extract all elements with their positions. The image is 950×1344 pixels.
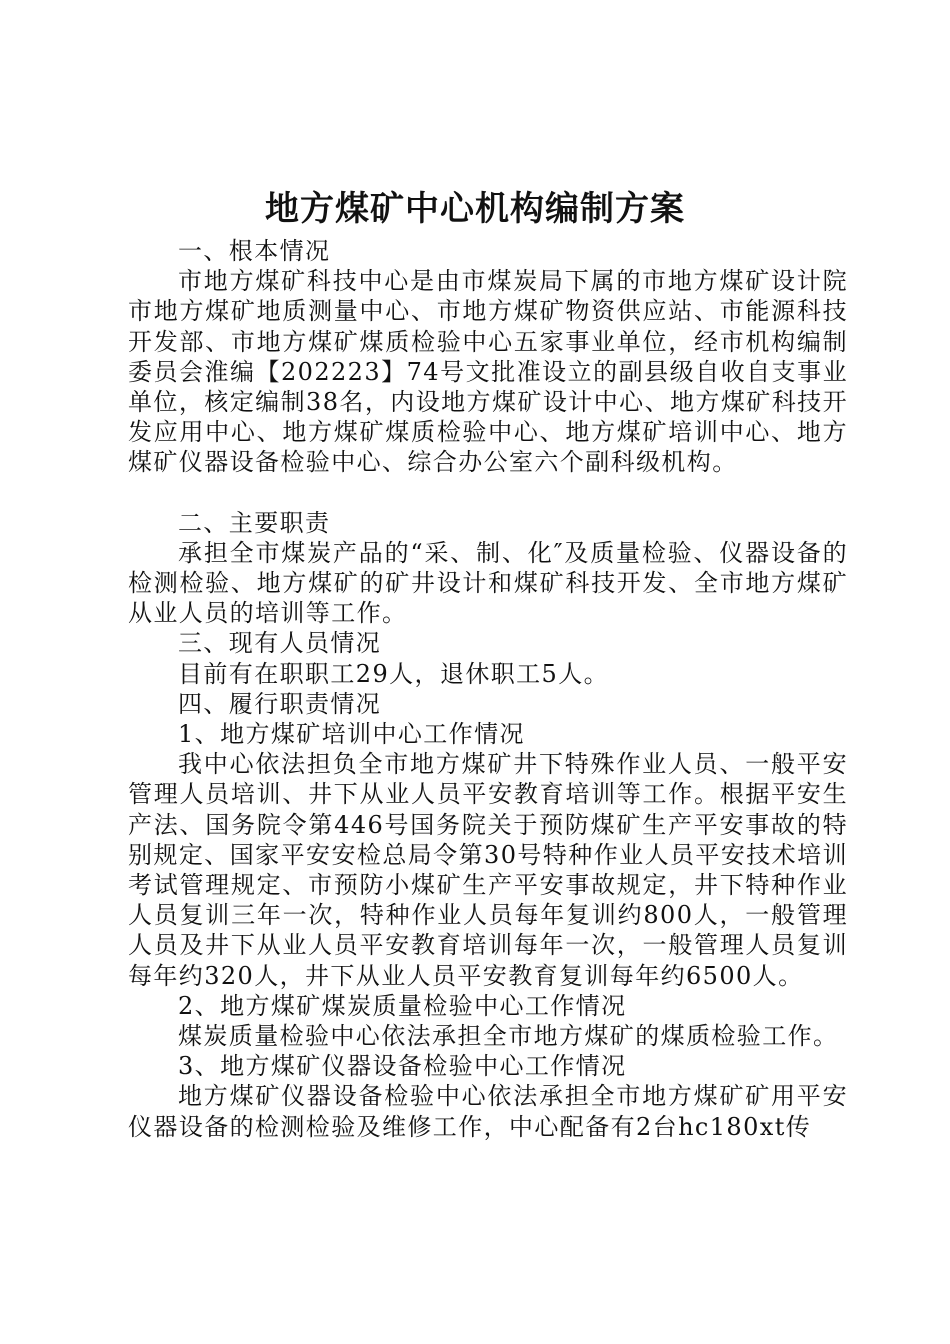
section-1-heading: 一、根本情况	[178, 237, 331, 265]
document-body	[128, 236, 848, 1142]
section-4-2-heading: 2、地方煤矿煤炭质量检验中心工作情况	[178, 991, 627, 1020]
section-2-paragraph: 承担全市煤炭产品的“采、制、化″及质量检验、仪器设备的检测检验、地方煤矿的矿井设计和煤矿科技开发、全市地方煤矿从业人员的培训等工作。	[128, 538, 848, 628]
paragraph-gap	[128, 478, 848, 508]
section-1-paragraph: 市地方煤矿科技中心是由市煤炭局下属的市地方煤矿设计院市地方煤矿地质测量中心、市地方煤矿物资供应站、市能源科技开发部、市地方煤矿煤质检验中心五家事业单位，经市机构编制委员会淮编【202223】74号文批准设立的副县级自收自支事业单位，核定编制38名，内设地方煤矿设计中心、地方煤矿科技开发应用中心、地方煤矿煤质检验中心、地方煤矿培训中心、地方煤矿仪器设备检验中心、综合办公室六个副科级机构。	[128, 267, 848, 477]
document-title: 地方煤矿中心机构编制方案	[265, 189, 685, 229]
section-4-heading: 四、履行职责情况	[178, 689, 382, 718]
section-4-3-paragraph: 地方煤矿仪器设备检验中心依法承担全市地方煤矿矿用平安仪器设备的检测检验及维修工作，中心配备有2台hc180xt传	[128, 1082, 848, 1141]
section-3-heading: 三、现有人员情况	[178, 629, 382, 658]
section-4-1-heading: 1、地方煤矿培训中心工作情况	[178, 720, 525, 749]
section-3-paragraph: 目前有在职职工29人，退休职工5人。	[178, 659, 610, 688]
section-4-3-heading: 3、地方煤矿仪器设备检验中心工作情况	[178, 1052, 627, 1081]
section-4-2-paragraph: 煤炭质量检验中心依法承担全市地方煤矿的煤质检验工作。	[178, 1022, 839, 1051]
section-2-heading: 二、主要职责	[178, 508, 331, 537]
section-4-1-paragraph: 我中心依法担负全市地方煤矿井下特殊作业人员、一般平安管理人员培训、井下从业人员平安教育培训等工作。根据平安生产法、国务院令第446号国务院关于预防煤矿生产平安事故的特别规定、国家平安安检总局令第30号特种作业人员平安技术培训考试管理规定、市预防小煤矿生产平安事故规定，井下特种作业人员复训三年一次，特种作业人员每年复训约800人，一般管理人员及井下从业人员平安教育培训每年一次，一般管理人员复训每年约320人，井下从业人员平安教育复训每年约6500人。	[128, 750, 848, 990]
